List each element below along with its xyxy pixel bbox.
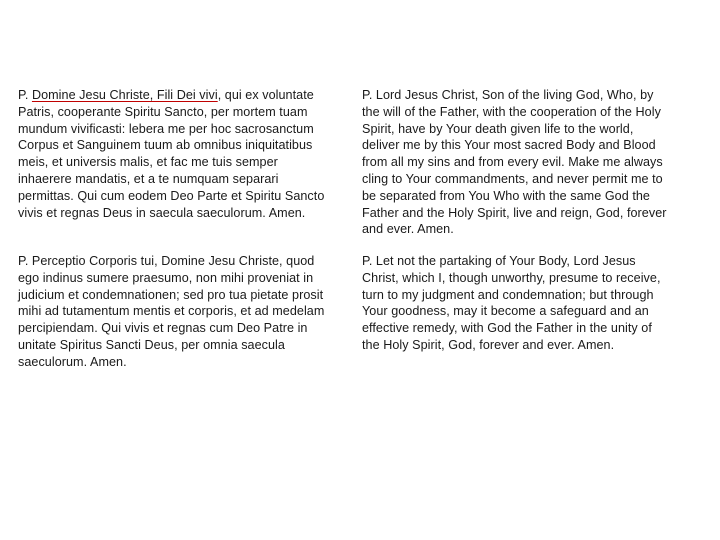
latin-rest-1: , qui ex voluntate Patris, cooperante Spiritu Sancto, per mortem tuam mundum vivificasti: lebera me per hoc sacrosanctum Corpus et Sanguinem tuum ab omnibus iniquitatibus meis, et universis malis, et fac me tuis semper inhaerere mandatis, et a te numquam separari permittas. Qui cum eodem Deo Parte et Spiritu Sancto vivis et regnas Deus in saecula saeculorum. Amen. <box>18 88 325 220</box>
latin-text-2: P. Perceptio Corporis tui, Domine Jesu Christe, quod ego indinus sumere praesumo, non mihi proveniat in judicium et condemnationen; sed pro tua pietate prosit mihi ad tutamentum mentis et corporis, et ad medelam percipiendam. Qui vivis et regnas cum Deo Patre in unitate Spiritus Sancti Deus, per omnia saecula saeculorum. Amen. <box>18 254 325 369</box>
latin-text-1 <box>18 87 363 221</box>
latin-prefix-1: P. <box>18 88 32 102</box>
english-text-2: P. Let not the partaking of Your Body, Lord Jesus Christ, which I, though unworthy, presume to receive, turn to my judgment and condemnation; but through Your goodness, may it become a safeguard and an effective remedy, with God the Father in the unity of the Holy Spirit, God, forever and ever. Amen. <box>362 254 661 352</box>
underlined-phrase: Domine Jesu Christe, Fili Dei vivi <box>31 88 218 102</box>
english-text-1: P. Lord Jesus Christ, Son of the living God, Who, by the will of the Father, with the cooperation of the Holy Spirit, have by Your death given life to the world, deliver me by this Your most sacred Body and Blood from all my sins and from every evil. Make me always cling to Your commandments, and never permit me to be separated from You Who with the same God the Father and the Holy Spirit, live and reign, God, forever and ever. Amen. <box>362 88 667 237</box>
